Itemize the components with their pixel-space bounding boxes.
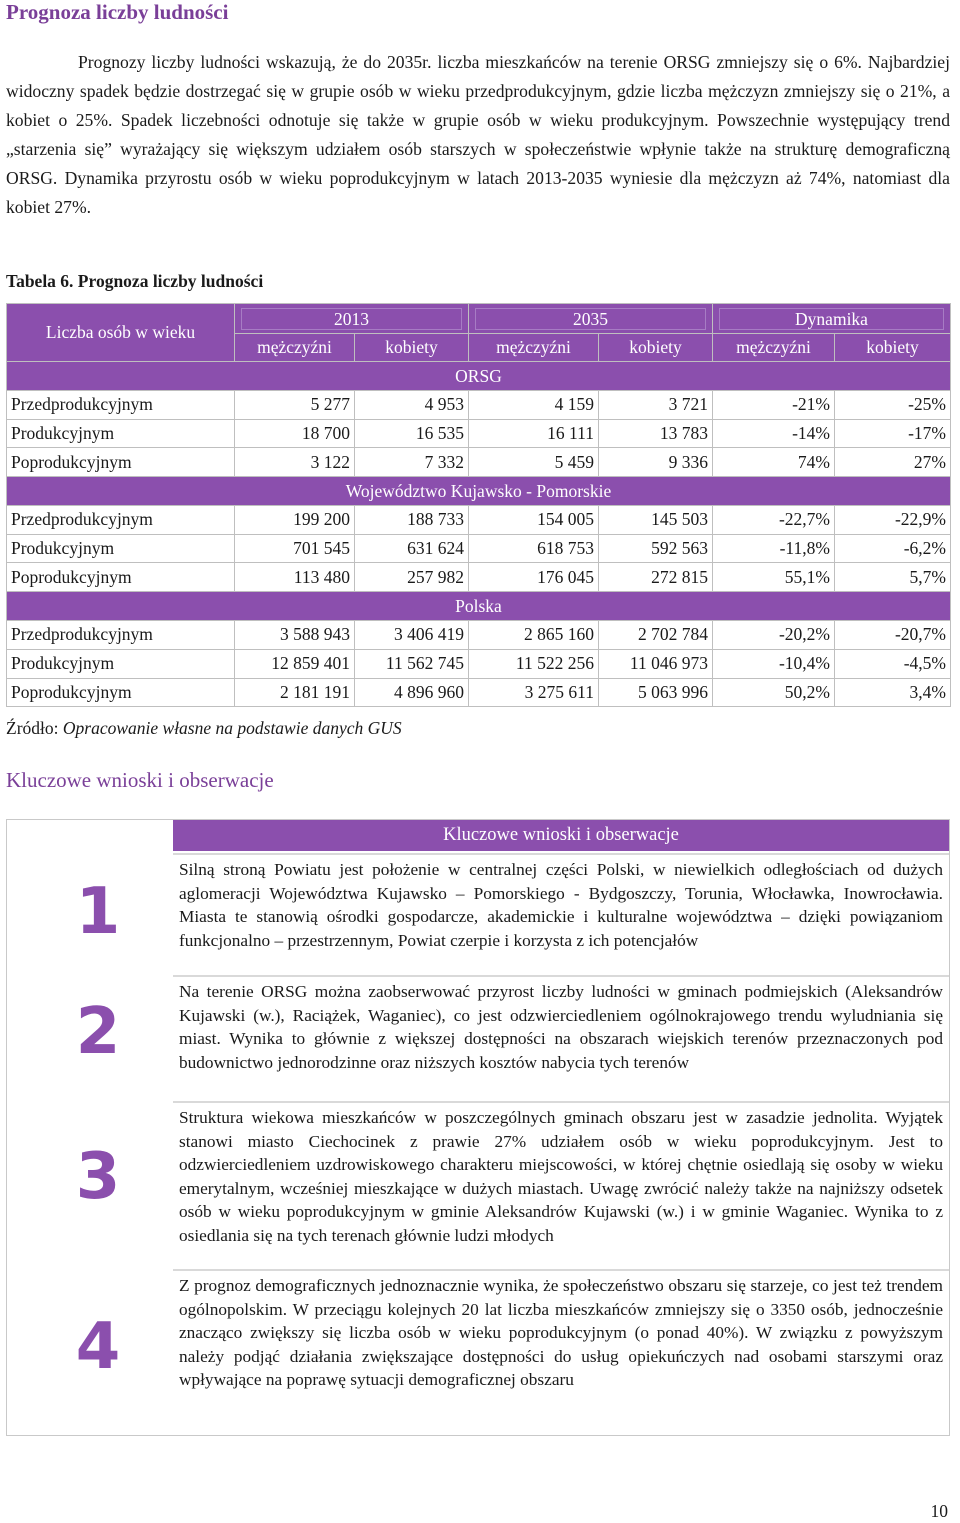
section-row-orsg: ORSG (7, 362, 951, 391)
section-heading-prognosis: Prognoza liczby ludności (6, 0, 229, 24)
table-row: Produkcyjnym 701 545 631 624 618 753 592 563 -11,8% -6,2% (7, 534, 951, 563)
table-row: Przedprodukcyjnym 3 588 943 3 406 419 2 865 160 2 702 784 -20,2% -20,7% (7, 621, 951, 650)
table-header-row-years (7, 304, 951, 334)
sub-header-cell: kobiety (835, 334, 951, 362)
table-row: Poprodukcyjnym 3 122 7 332 5 459 9 336 74% 27% (7, 448, 951, 477)
numerals-column (7, 820, 173, 1435)
numeral-3-icon: 3 (75, 1140, 121, 1214)
numeral-1-icon: 1 (75, 875, 121, 949)
page-number: 10 (930, 1501, 948, 1521)
numeral-4-icon: 4 (75, 1310, 121, 1384)
conclusion-item-1: Silną stroną Powiatu jest położenie w centralnej części Polski, w niewielkich odległościach od dużych aglomeracji Województwa Kujawsko – Pomorskiego - Bydgoszczy, Torunia, Włocławka, Inowrocławia. Miasta te stanowią ośrodki gospodarcze, akademickie i kulturalne województwa – dzięki powiązaniom funkcjonalno – przestrzennym, Powiat czerpie i korzysta z ich potencjałów (173, 853, 949, 973)
conclusion-item-4: Z prognoz demograficznych jednoznacznie wynika, że społeczeństwo obszaru się starzeje, co jest też trendem ogólnopolskim. W przeciągu kolejnych 20 lat liczba mieszkańców zmniejszy się o 3350 osób, jednocześnie znacząco zwiększy się liczba osób w wieku poprodukcyjnym (o ponad 40%). W związku z powyższym należy podjąć działania zwiększające dostępności do usług opiekuńczych nad osobami starszymi oraz wpływające na poprawę sytuacji demograficznej obszaru (173, 1269, 949, 1435)
table-caption: Tabela 6. Prognoza liczby ludności (6, 271, 264, 291)
table-row: Poprodukcyjnym 2 181 191 4 896 960 3 275 611 5 063 996 50,2% 3,4% (7, 678, 951, 707)
section-heading-conclusions: Kluczowe wnioski i obserwacje (6, 768, 274, 792)
table-row: Przedprodukcyjnym 5 277 4 953 4 159 3 721 -21% -25% (7, 391, 951, 420)
col-group-2035: 2035 (469, 304, 713, 334)
sub-header-cell: kobiety (599, 334, 713, 362)
conclusion-item-3: Struktura wiekowa mieszkańców w poszczególnych gminach obszaru jest w zasadzie jednolita. Wyjątek stanowi miasto Ciechocinek z prawie 27% udziałem osób w wieku poprodukcyjnym. Jest to odzwierciedleniem uzdrowiskowego charakteru miejscowości, w której chętnie osiedlają się osoby w wieku emerytalnym, wcześniej mieszkające w dużych miastach. Uwagę zwrócić należy także na najniższy odsetek osób w wieku poprodukcyjnym w gminie Aleksandrów Kujawski (w.) i w gminie Waganiec. Wynika to z osiedlania się na tych terenach głównie ludzi młodych (173, 1101, 949, 1267)
source-label: Źródło: (6, 718, 59, 738)
sub-header-cell: kobiety (355, 334, 469, 362)
population-forecast-table (6, 303, 951, 707)
section-row-poland: Polska (7, 592, 951, 621)
intro-paragraph-text: Prognozy liczby ludności wskazują, że do 2035r. liczba mieszkańców na terenie ORSG zmniejszy się o 6%. Najbardziej widoczny spadek będzie dostrzegać się w grupie osób w wieku przedprodukcyjnym, gdzie liczba mężczyzn zmniejszy się o 21%, a kobiet o 25%. Spadek liczebności odnotuje się także w grupie osób w wieku produkcyjnym. Powszechnie występujący trend „starzenia się” wyrażający się większym udziałem osób starszych w społeczeństwie wpłynie także na strukturę demograficzną ORSG. Dynamika przyrostu osób w wieku poprodukcyjnym w latach 2013-2035 wyniesie dla mężczyzn aż 74%, natomiast dla kobiet 27%. (6, 52, 950, 217)
source-text: Opracowanie własne na podstawie danych GUS (62, 718, 402, 738)
sub-header-cell: mężczyźni (235, 334, 355, 362)
conclusions-box (6, 819, 950, 1436)
numeral-2-icon: 2 (75, 995, 121, 1069)
col-group-dynamics: Dynamika (713, 304, 951, 334)
sub-header-cell: mężczyźni (469, 334, 599, 362)
table-row: Poprodukcyjnym 113 480 257 982 176 045 272 815 55,1% 5,7% (7, 563, 951, 592)
col-group-2013: 2013 (235, 304, 469, 334)
table-row: Produkcyjnym 12 859 401 11 562 745 11 522 256 11 046 973 -10,4% -4,5% (7, 649, 951, 678)
conclusion-item-2: Na terenie ORSG można zaobserwować przyrost liczby ludności w gminach podmiejskich (Aleksandrów Kujawski (w.), Raciążek, Waganiec), co jest odzwierciedleniem ogólnokrajowego trendu wyludniania się miast. Wynika to głównie z większej dostępności na obszarach wiejskich terenów przeznaczonych pod budownictwo jednorodzinne oraz niższych kosztów nabycia tych terenów (173, 975, 949, 1099)
table-source (6, 718, 402, 739)
conclusions-box-title: Kluczowe wnioski i obserwacje (173, 820, 949, 851)
section-row-voivodeship: Województwo Kujawsko - Pomorskie (7, 477, 951, 506)
row-header-cell: Liczba osób w wieku (7, 304, 235, 362)
sub-header-cell: mężczyźni (713, 334, 835, 362)
table-row: Przedprodukcyjnym 199 200 188 733 154 005 145 503 -22,7% -22,9% (7, 506, 951, 535)
intro-paragraph (6, 48, 950, 222)
table-row: Produkcyjnym 18 700 16 535 16 111 13 783 -14% -17% (7, 419, 951, 448)
